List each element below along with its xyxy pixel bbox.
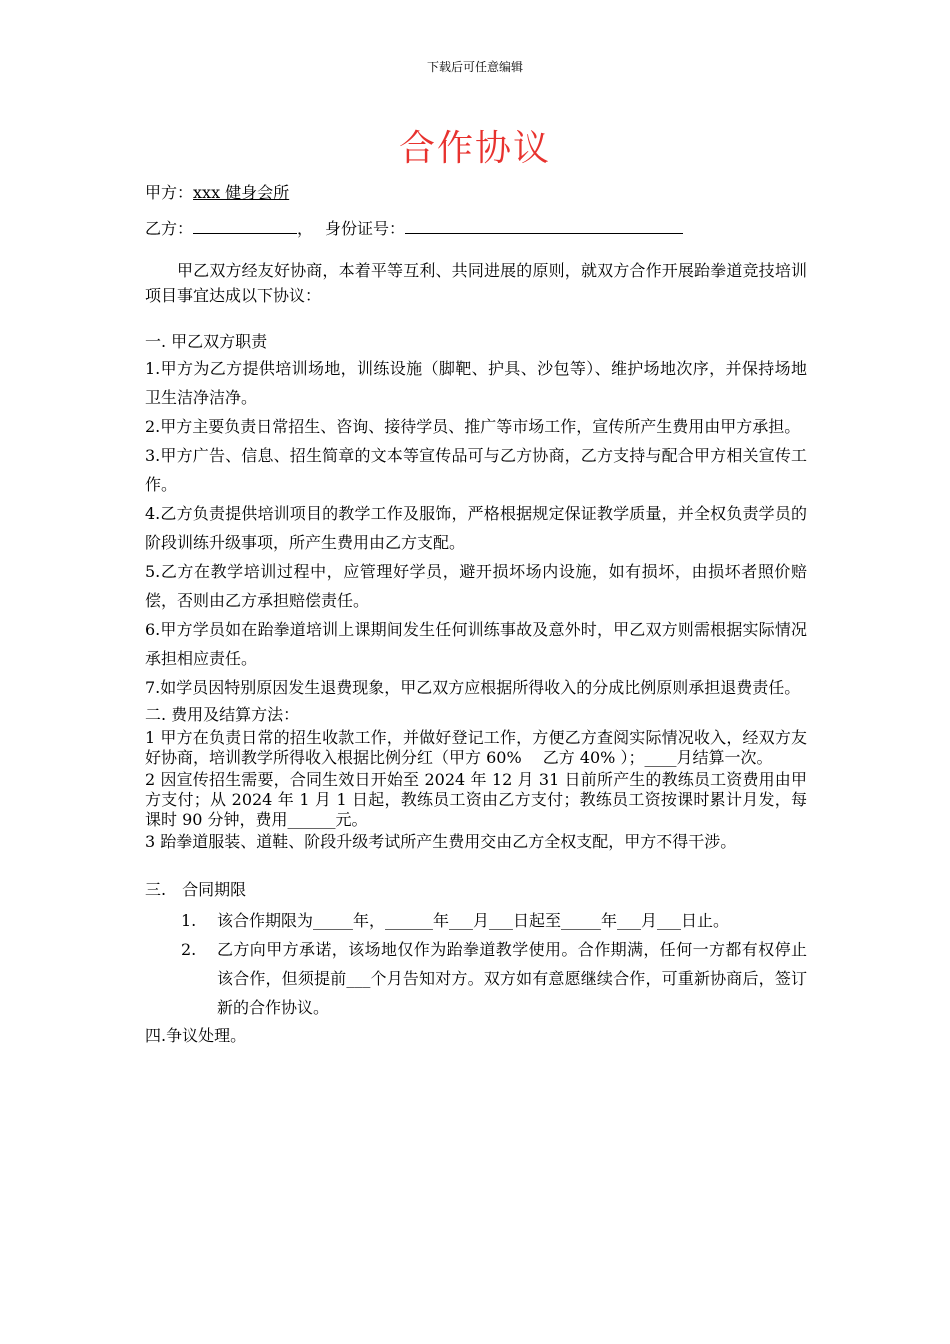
section3-item-1 [145, 906, 807, 935]
section1-item-6: 6.甲方学员如在跆拳道培训上课期间发生任何训练事故及意外时，甲乙双方则需根据实际情况承担相应责任。 [145, 620, 807, 668]
section1-item-4: 4.乙方负责提供培训项目的教学工作及服饰，严格根据规定保证教学质量，并全权负责学员的阶段训练升级事项，所产生费用由乙方支配。 [145, 504, 807, 552]
section1-item-3: 3.甲方广告、信息、招生简章的文本等宣传品可与乙方协商，乙方支持与配合甲方相关宣传工作。 [145, 446, 807, 494]
party-b-comma: ， [297, 219, 314, 238]
section1-item-2: 2.甲方主要负责日常招生、咨询、接待学员、推广等市场工作，宣传所产生费用由甲方承担。 [145, 417, 801, 436]
section3-item-2 [145, 935, 807, 1022]
section2-item-1: 1 甲方在负责日常的招生收款工作，并做好登记工作，方便乙方查阅实际情况收入，经双方友好协商，培训教学所得收入根据比例分红（甲方 60% 乙方 40% ）；____月结算一次。 [145, 728, 807, 767]
section3-item-2-text: 乙方向甲方承诺，该场地仅作为跆拳道教学使用。合作期满，任何一方都有权停止该合作，但须提前___个月告知对方。双方如有意愿继续合作，可重新协商后，签订新的合作协议。 [217, 940, 807, 1017]
section3-heading: 三. 合同期限 [145, 880, 247, 899]
header-note: 下载后可任意编辑 [426, 60, 523, 74]
party-b-id-label: 身份证号： [325, 219, 406, 238]
section1-item-1: 1.甲方为乙方提供培训场地，训练设施（脚靶、护具、沙包等）、维护场地次序，并保持场地卫生洁净洁净。 [145, 359, 807, 407]
section3-item-1-text: 该合作期限为_____年，______年___月___日起至_____年___月___日止。 [217, 911, 730, 930]
party-a-label: 甲方： [145, 183, 194, 202]
party-b-label: 乙方： [145, 219, 194, 238]
section2-heading: 二. 费用及结算方法： [145, 705, 300, 724]
section1-item-7: 7.如学员因特别原因发生退费现象，甲乙双方应根据所得收入的分成比例原则承担退费责任。 [145, 678, 801, 697]
section1-heading: 一. 甲乙双方职责 [145, 332, 268, 351]
section3-item-1-number: 1. [181, 911, 197, 930]
intro-paragraph: 甲乙双方经友好协商，本着平等互利、共同进展的原则，就双方合作开展跆拳道竞技培训项目事宜达成以下协议： [145, 261, 807, 305]
party-b-id-blank [405, 217, 683, 234]
section1-item-5: 5.乙方在教学培训过程中，应管理好学员，避开损坏场内设施，如有损坏，由损坏者照价赔偿，否则由乙方承担赔偿责任。 [145, 562, 807, 610]
section3-item-2-number: 2. [181, 940, 197, 959]
section3-list [145, 906, 807, 1022]
section2-item-2: 2 因宣传招生需要，合同生效日开始至 2024 年 12 月 31 日前所产生的教练员工资费用由甲方支付；从 2024 年 1 月 1 日起，教练员工资由乙方支付；教练员工资按课时累计月发，每课时 90 分钟，费用______元。 [145, 770, 807, 829]
party-a-value: xxx 健身会所 [193, 183, 290, 202]
document-title: 合作协议 [398, 128, 551, 169]
party-b-line [145, 214, 807, 244]
section2-item-3: 3 跆拳道服装、道鞋、阶段升级考试所产生费用交由乙方全权支配，甲方不得干涉。 [145, 832, 737, 851]
section4-heading: 四.争议处理。 [145, 1026, 247, 1045]
document-body [145, 178, 807, 1050]
party-a-line [145, 178, 807, 208]
party-b-name-blank [193, 217, 297, 234]
